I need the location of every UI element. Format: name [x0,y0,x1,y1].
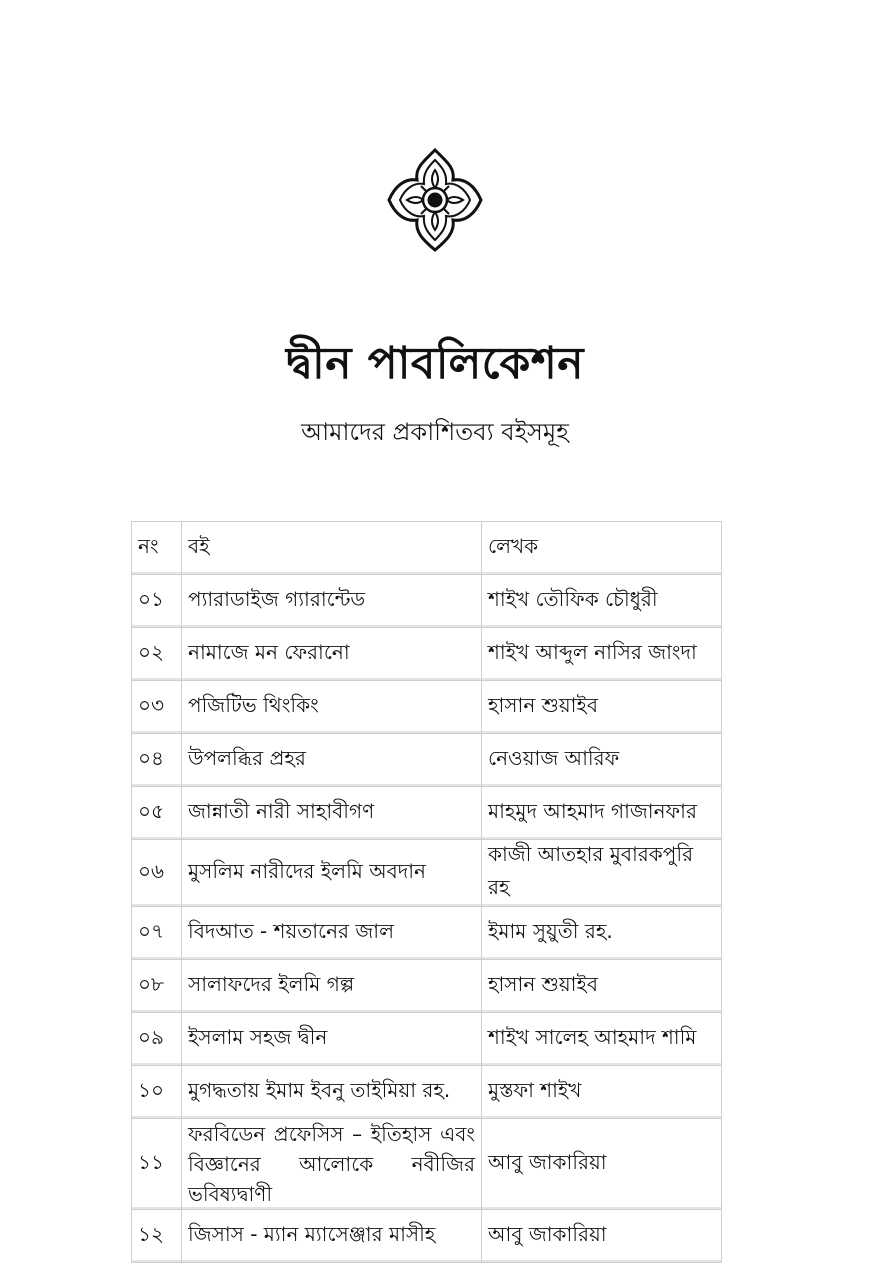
row-book: ইসলাম সহজ দ্বীন [182,1013,482,1066]
row-author: কাজী আতহার মুবারকপুরি রহ [482,840,722,907]
row-author: মুস্তফা শাইখ [482,1066,722,1119]
row-book: জান্নাতী নারী সাহাবীগণ [182,787,482,840]
table-header-row [132,522,722,575]
table-row [132,1013,722,1066]
table-row [132,907,722,960]
row-book: উপলব্ধির প্রহর [182,734,482,787]
table-row [132,734,722,787]
row-author: আবু জাকারিয়া [482,1210,722,1263]
page-title: দ্বীন পাবলিকেশন [285,338,585,389]
table-row [132,1210,722,1263]
table-row [132,628,722,681]
row-book: প্যারাডাইজ গ্যারান্টেড [182,575,482,628]
table-row [132,787,722,840]
row-book: মুগদ্ধতায় ইমাম ইবনু তাইমিয়া রহ. [182,1066,482,1119]
floral-ornament-icon [385,146,485,254]
table-row [132,840,722,907]
row-number: ০৭ [132,907,182,960]
row-author: ইমাম সুয়ুতী রহ. [482,907,722,960]
page-subtitle: আমাদের প্রকাশিতব্য বইসমূহ [301,418,569,446]
row-number: ০৮ [132,960,182,1013]
row-book: মুসলিম নারীদের ইলমি অবদান [182,840,482,907]
row-book: পজিটিভ থিংকিং [182,681,482,734]
row-number: ০১ [132,575,182,628]
row-number: ০৫ [132,787,182,840]
row-author: নেওয়াজ আরিফ [482,734,722,787]
row-book: সালাফদের ইলমি গল্প [182,960,482,1013]
row-number: ১০ [132,1066,182,1119]
table-row [132,681,722,734]
row-author: শাইখ তৌফিক চৌধুরী [482,575,722,628]
row-author: আবু জাকারিয়া [482,1119,722,1210]
table-row [132,1066,722,1119]
row-number: ০৬ [132,840,182,907]
header-cell-book: বই [182,522,482,575]
row-author: শাইখ আব্দুল নাসির জাংদা [482,628,722,681]
row-book: বিদআত - শয়তানের জাল [182,907,482,960]
row-number: ১২ [132,1210,182,1263]
row-book: জিসাস - ম্যান ম্যাসেঞ্জার মাসীহ [182,1210,482,1263]
row-number: ০৩ [132,681,182,734]
row-author: হাসান শুয়াইব [482,960,722,1013]
row-author: শাইখ সালেহ আহমাদ শামি [482,1013,722,1066]
row-number: ০৯ [132,1013,182,1066]
table-row [132,960,722,1013]
row-book: নামাজে মন ফেরানো [182,628,482,681]
row-number: ০৪ [132,734,182,787]
table-row [132,1119,722,1210]
table-row [132,575,722,628]
row-author: মাহমুদ আহমাদ গাজানফার [482,787,722,840]
header-cell-number: নং [132,522,182,575]
books-table [131,521,722,1263]
row-number: ০২ [132,628,182,681]
row-book: ফরবিডেন প্রফেসিস – ইতিহাস এবং বিজ্ঞানের আলোকে নবীজির ভবিষ্যদ্বাণী [182,1119,482,1210]
row-number: ১১ [132,1119,182,1210]
header-cell-author: লেখক [482,522,722,575]
row-author: হাসান শুয়াইব [482,681,722,734]
